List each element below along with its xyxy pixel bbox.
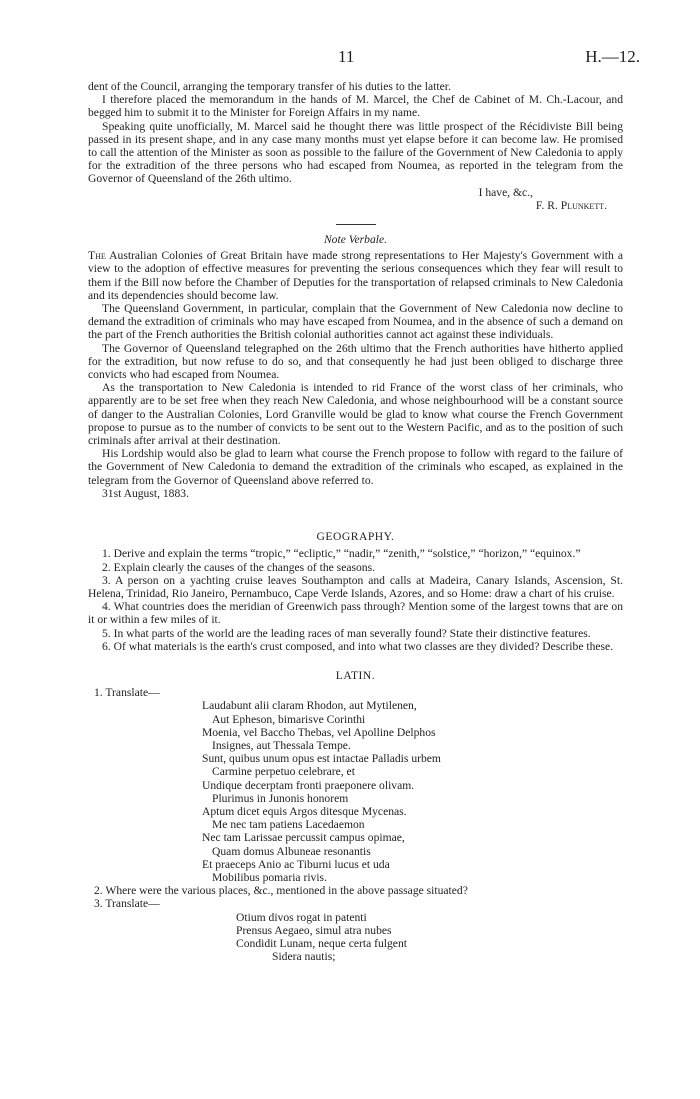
geography-question: 2. Explain clearly the causes of the changes of the seasons. xyxy=(102,560,376,574)
verse-line: Mobilibus pomaria rivis. xyxy=(212,870,327,884)
verse-line: Moenia, vel Baccho Thebas, vel Apolline Delphos xyxy=(202,725,436,739)
letter-paragraph: dent of the Council, arranging the temporary transfer of his duties to the latter. xyxy=(88,80,451,93)
letter-paragraph: Speaking quite unofficially, M. Marcel said he thought there was little prospect of the Récidiviste Bill being passed in its present shape, and in any case many months must yet elapse before it can become law. He promised to call the attention of the Minister as soon as possible to the failure of the Government of New Caledonia to apply for the extradition of the three persons who had escaped from Noumea, as reported in the telegram from the Governor of Queensland of the 26th ultimo. xyxy=(88,119,623,186)
verse-line: Sidera nautis; xyxy=(272,950,336,964)
letter-section xyxy=(88,80,623,212)
note-verbale-section xyxy=(88,233,623,500)
note-first-word: The xyxy=(88,249,106,263)
document-code: H.—12. xyxy=(585,47,640,66)
note-first-text: Australian Colonies of Great Britain have made strong representations to Her Majesty's Government with a view to the adoption of effective measures for preventing the serious consequences which they fear will result to them if the Bill now before the Chamber of Deputies for the transportation of relapsed criminals to New Caledonia and its dependencies should become law. xyxy=(88,249,623,302)
verse-line: Me nec tam patiens Lacedaemon xyxy=(212,818,365,832)
verse-line: Sunt, quibus unum opus est intactae Palladis urbem xyxy=(202,752,441,766)
geography-question: 6. Of what materials is the earth's crust composed, and into what two classes are they divided? Describe these. xyxy=(102,639,614,653)
geography-question: 4. What countries does the meridian of Greenwich pass through? Mention some of the largest towns that are on it or within a few miles of it. xyxy=(88,600,623,627)
note-paragraph: His Lordship would also be glad to learn what course the French propose to follow with regard to the failure of the Government of New Caledonia to demand the extradition of the criminals who escaped, as explained in the telegram from the Governor of Queensland above referred to. xyxy=(88,447,623,487)
latin-verse xyxy=(236,911,623,964)
verse-line: Prensus Aegaeo, simul atra nubes xyxy=(236,923,392,937)
note-paragraph: As the transportation to New Caledonia is intended to rid France of the worst class of her criminals, who apparently are to be set free when they reach New Caledonia, and whose neighbourhood will be a constant source of danger to the Australian Colonies, Lord Granville would be glad to know what course the French Government propose to pursue as to the number of convicts to be sent out to the Western Pacific, and as to the position of such criminals after arrival at their destination. xyxy=(88,381,623,448)
verse-line: Insignes, aut Thessala Tempe. xyxy=(212,738,351,752)
section-divider xyxy=(336,224,376,225)
verse-line: Laudabunt alii claram Rhodon, aut Mytilenen, xyxy=(202,699,417,713)
geography-section xyxy=(88,530,623,653)
note-date: 31st August, 1883. xyxy=(102,486,189,500)
latin-title: LATIN. xyxy=(335,668,376,682)
latin-verse xyxy=(202,699,623,884)
verse-line: Undique decerptam fronti praeponere olivam. xyxy=(202,778,415,792)
page-header xyxy=(0,47,700,72)
geography-title: GEOGRAPHY. xyxy=(316,530,395,544)
letter-closing: I have, &c., xyxy=(478,185,533,199)
note-paragraph: The Queensland Government, in particular, complain that the Government of New Caledonia now decline to demand the extradition of criminals who may have escaped from Noumea, and in the absence of such a demand on the part of the French authorities the British colonial authorities cannot act against these individuals. xyxy=(88,302,623,342)
verse-line: Aut Epheson, bimarisve Corinthi xyxy=(212,712,366,726)
verse-line: Condidit Lunam, neque certa fulgent xyxy=(236,936,407,950)
note-paragraph xyxy=(88,249,623,302)
page-body xyxy=(88,80,623,963)
latin-question: 2. Where were the various places, &c., mentioned in the above passage situated? xyxy=(94,884,468,898)
verse-line: Plurimus in Junonis honorem xyxy=(212,791,349,805)
latin-section xyxy=(88,669,623,963)
verse-line: Nec tam Larissae percussit campus opimae, xyxy=(202,831,405,845)
page-number: 11 xyxy=(338,47,355,66)
letter-signature: F. R. Plunkett. xyxy=(535,198,607,212)
verse-line: Otium divos rogat in patenti xyxy=(236,910,367,924)
verse-line: Aptum dicet equis Argos ditesque Mycenas. xyxy=(202,804,407,818)
latin-question: 1. Translate— xyxy=(94,686,160,700)
verse-line: Carmine perpetuo celebrare, et xyxy=(212,765,355,779)
note-verbale-title: Note Verbale. xyxy=(323,233,388,247)
geography-question: 5. In what parts of the world are the leading races of man severally found? State their distinctive features. xyxy=(102,626,591,640)
letter-paragraph: I therefore placed the memorandum in the hands of M. Marcel, the Chef de Cabinet of M. Ch.-Lacour, and begged him to submit it to the Minister for Foreign Affairs in my name. xyxy=(88,93,623,120)
verse-line: Quam domus Albuneae resonantis xyxy=(212,844,371,858)
note-paragraph: The Governor of Queensland telegraphed on the 26th ultimo that the French authorities have hitherto applied for the extradition, but now refuse to do so, and that consequently he had just been obliged to discharge three convicts who had escaped from Noumea. xyxy=(88,341,623,382)
verse-line: Et praeceps Anio ac Tiburni lucus et uda xyxy=(202,857,390,871)
geography-question: 1. Derive and explain the terms “tropic,” “ecliptic,” “nadir,” “zenith,” “solstice,” “horizon,” “equinox.” xyxy=(102,547,581,561)
geography-question: 3. A person on a yachting cruise leaves Southampton and calls at Madeira, Canary Islands, Ascension, St. Helena, Trinidad, Rio Janeiro, Pernambuco, Cape Verde Islands, Azores, and so Home: draw a chart of his cruise. xyxy=(88,573,623,600)
latin-question: 3. Translate— xyxy=(94,897,160,911)
